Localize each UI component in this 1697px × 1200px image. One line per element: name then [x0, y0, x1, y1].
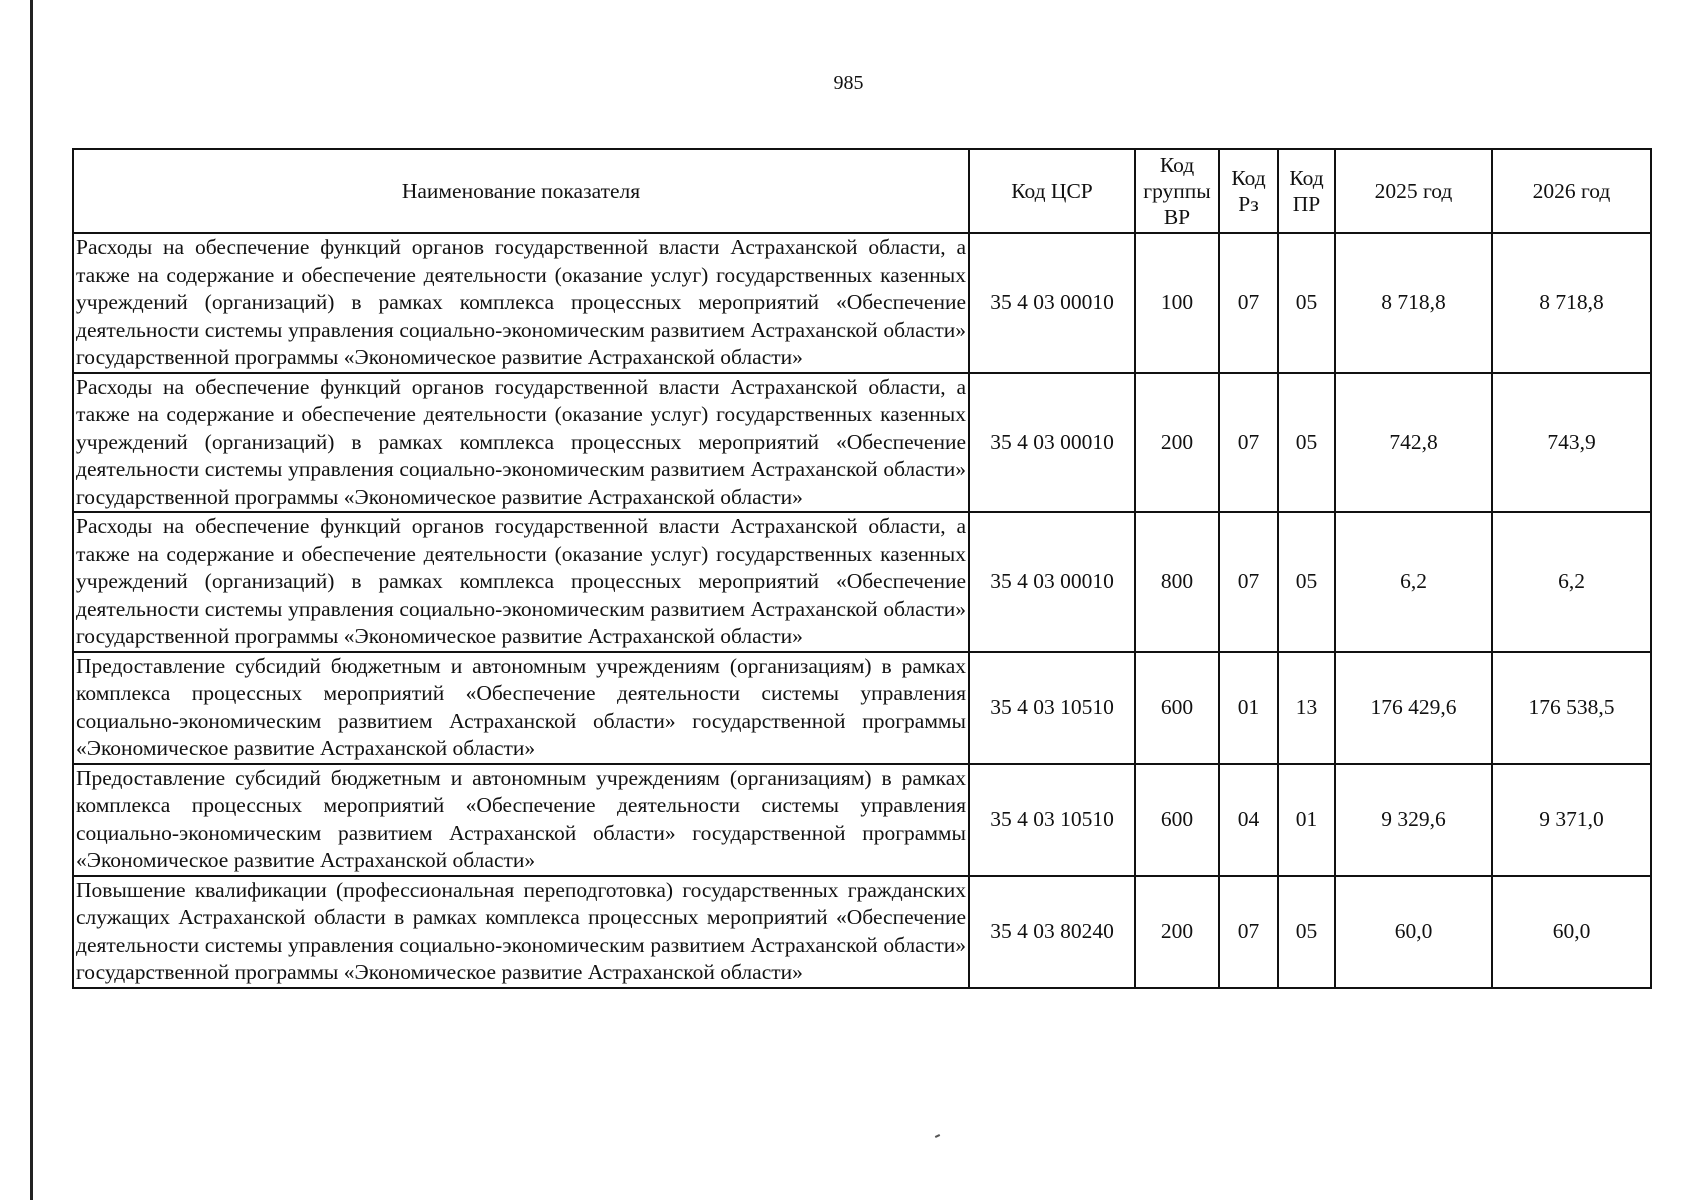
row-2026: 9 371,0: [1492, 764, 1651, 876]
row-pr: 05: [1278, 233, 1335, 373]
row-name: Расходы на обеспечение функций органов государственной власти Астраханской области, а также на содержание и обеспечение деятельности (оказание услуг) государственных казенных учреждений (организаций) в рамках комплекса процессных мероприятий «Обеспечение деятельности системы управления социально-экономическим развитием Астраханской области» государственной программы «Экономическое развитие Астраханской области»: [73, 512, 969, 652]
row-name: Расходы на обеспечение функций органов государственной власти Астраханской области, а также на содержание и обеспечение деятельности (оказание услуг) государственных казенных учреждений (организаций) в рамках комплекса процессных мероприятий «Обеспечение деятельности системы управления социально-экономическим развитием Астраханской области» государственной программы «Экономическое развитие Астраханской области»: [73, 233, 969, 373]
row-csr: 35 4 03 00010: [969, 373, 1135, 513]
header-name: Наименование показателя: [73, 149, 969, 233]
row-2026: 60,0: [1492, 876, 1651, 988]
row-vr: 600: [1135, 652, 1219, 764]
row-rz: 07: [1219, 876, 1278, 988]
header-pr: Код ПР: [1278, 149, 1335, 233]
row-name: Предоставление субсидий бюджетным и автономным учреждениям (организациям) в рамках комплекса процессных мероприятий «Обеспечение деятельности системы управления социально-экономическим развитием Астраханской области» государственной программы «Экономическое развитие Астраханской области»: [73, 652, 969, 764]
row-pr: 13: [1278, 652, 1335, 764]
row-name: Расходы на обеспечение функций органов государственной власти Астраханской области, а также на содержание и обеспечение деятельности (оказание услуг) государственных казенных учреждений (организаций) в рамках комплекса процессных мероприятий «Обеспечение деятельности системы управления социально-экономическим развитием Астраханской области» государственной программы «Экономическое развитие Астраханской области»: [73, 373, 969, 513]
row-2026: 743,9: [1492, 373, 1651, 513]
row-rz: 07: [1219, 512, 1278, 652]
row-2025: 8 718,8: [1335, 233, 1492, 373]
table-row: [73, 764, 1651, 876]
row-csr: 35 4 03 10510: [969, 764, 1135, 876]
row-csr: 35 4 03 00010: [969, 512, 1135, 652]
row-2025: 176 429,6: [1335, 652, 1492, 764]
row-2026: 8 718,8: [1492, 233, 1651, 373]
row-vr: 200: [1135, 876, 1219, 988]
row-rz: 07: [1219, 373, 1278, 513]
table-row: [73, 233, 1651, 373]
scan-edge-line: [30, 0, 33, 1200]
table-row: [73, 512, 1651, 652]
row-name: Повышение квалификации (профессиональная переподготовка) государственных гражданских служащих Астраханской области в рамках комплекса процессных мероприятий «Обеспечение деятельности системы управления социально-экономическим развитием Астраханской области» государственной программы «Экономическое развитие Астраханской области»: [73, 876, 969, 988]
table-row: [73, 373, 1651, 513]
row-2025: 6,2: [1335, 512, 1492, 652]
budget-table: [72, 148, 1652, 989]
row-pr: 05: [1278, 373, 1335, 513]
row-2026: 6,2: [1492, 512, 1651, 652]
row-2026: 176 538,5: [1492, 652, 1651, 764]
header-2026: 2026 год: [1492, 149, 1651, 233]
header-csr: Код ЦСР: [969, 149, 1135, 233]
row-vr: 800: [1135, 512, 1219, 652]
row-pr: 05: [1278, 876, 1335, 988]
row-csr: 35 4 03 00010: [969, 233, 1135, 373]
row-rz: 01: [1219, 652, 1278, 764]
row-2025: 9 329,6: [1335, 764, 1492, 876]
row-csr: 35 4 03 10510: [969, 652, 1135, 764]
scan-speck: [935, 1134, 940, 1138]
row-pr: 05: [1278, 512, 1335, 652]
row-vr: 600: [1135, 764, 1219, 876]
table-header-row: [73, 149, 1651, 233]
row-pr: 01: [1278, 764, 1335, 876]
row-rz: 07: [1219, 233, 1278, 373]
row-2025: 60,0: [1335, 876, 1492, 988]
header-vr: Код группы ВР: [1135, 149, 1219, 233]
table-row: [73, 876, 1651, 988]
page-number: 985: [833, 72, 864, 94]
header-rz: Код Рз: [1219, 149, 1278, 233]
table-row: [73, 652, 1651, 764]
row-vr: 100: [1135, 233, 1219, 373]
row-2025: 742,8: [1335, 373, 1492, 513]
row-csr: 35 4 03 80240: [969, 876, 1135, 988]
header-2025: 2025 год: [1335, 149, 1492, 233]
row-rz: 04: [1219, 764, 1278, 876]
row-vr: 200: [1135, 373, 1219, 513]
row-name: Предоставление субсидий бюджетным и автономным учреждениям (организациям) в рамках комплекса процессных мероприятий «Обеспечение деятельности системы управления социально-экономическим развитием Астраханской области» государственной программы «Экономическое развитие Астраханской области»: [73, 764, 969, 876]
